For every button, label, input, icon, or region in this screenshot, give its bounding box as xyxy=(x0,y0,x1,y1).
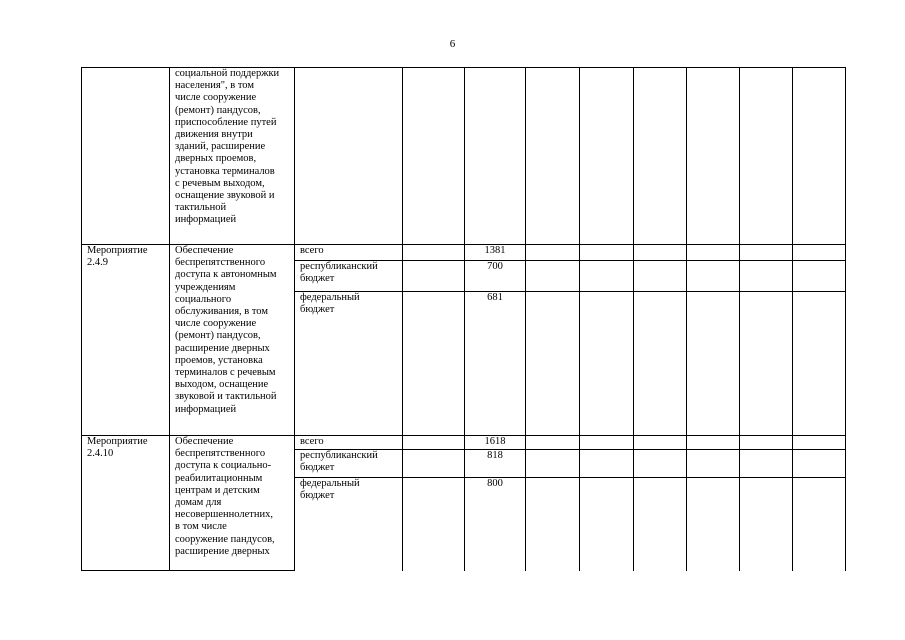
value-cell xyxy=(403,436,465,450)
funding-source: республиканский бюджет xyxy=(295,450,403,478)
measure-code: Мероприятие 2.4.9 xyxy=(82,245,170,436)
value-cell: 1618 xyxy=(465,436,526,450)
value-cell: 818 xyxy=(465,450,526,478)
value-cell: 800 xyxy=(465,478,526,571)
value-cell xyxy=(403,478,465,571)
page-number: 6 xyxy=(449,38,456,50)
funding-source: федеральный бюджет xyxy=(295,478,403,571)
value-cell: 1381 xyxy=(465,245,526,261)
measure-description: Обеспечение беспрепятственного доступа к социально- реабилитационным центрам и детским домам для несовершеннолетних, в том числе сооружение пандусов, расширение дверных xyxy=(170,436,295,571)
table-row xyxy=(82,68,846,245)
value-cell xyxy=(403,68,465,245)
funding-source: республиканский бюджет xyxy=(295,261,403,292)
value-cell: 700 xyxy=(465,261,526,292)
table-row xyxy=(82,436,846,450)
measure-code: Мероприятие 2.4.10 xyxy=(82,436,170,571)
measure-description: социальной поддержки населения", в том числе сооружение (ремонт) пандусов, приспособление путей движения внутри зданий, расширение дверных проемов, установка терминалов с речевым выходом, оснащение звуковой и тактильной информацией xyxy=(170,68,295,245)
measure-description: Обеспечение беспрепятственного доступа к автономным учреждениям социального обслуживания, в том числе сооружение (ремонт) пандусов, расширение дверных проемов, установка терминалов с речевым выходом, оснащение звуковой и тактильной информацией xyxy=(170,245,295,436)
value-cell xyxy=(403,261,465,292)
program-table xyxy=(81,67,846,571)
value-cell xyxy=(403,450,465,478)
funding-source xyxy=(295,68,403,245)
funding-source: федеральный бюджет xyxy=(295,292,403,436)
funding-source: всего xyxy=(295,436,403,450)
table-row xyxy=(82,245,846,261)
value-cell: 681 xyxy=(465,292,526,436)
value-cell xyxy=(403,245,465,261)
measure-code xyxy=(82,68,170,245)
value-cell xyxy=(403,292,465,436)
funding-source: всего xyxy=(295,245,403,261)
